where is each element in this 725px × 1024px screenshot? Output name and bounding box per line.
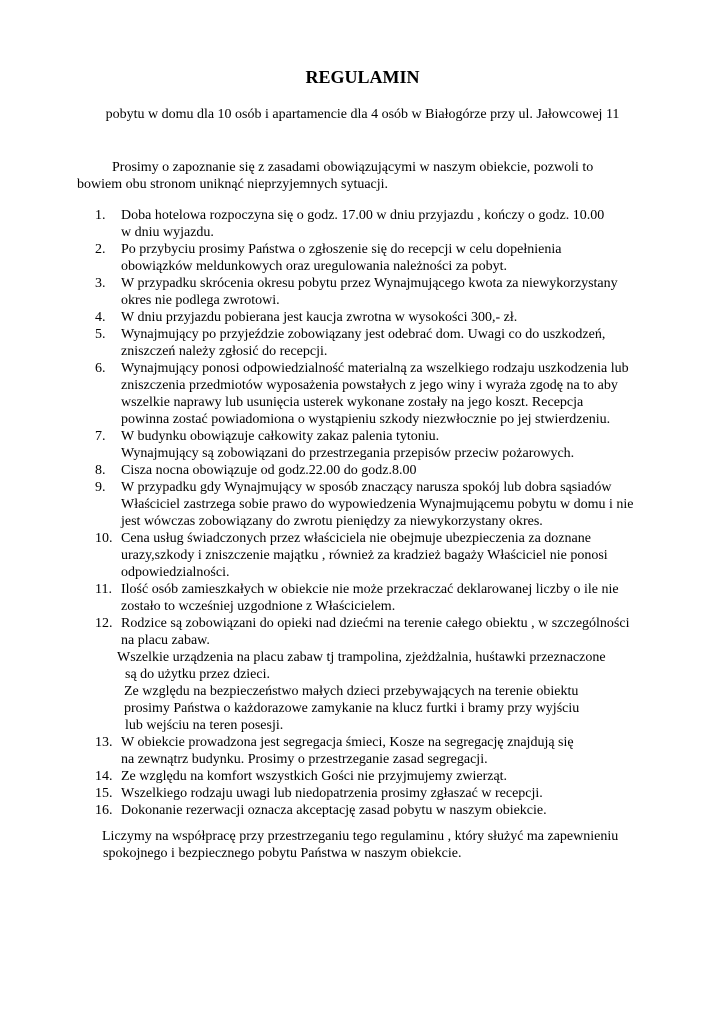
rule-text-line: Wynajmujący po przyjeździe zobowiązany jest odebrać dom. Uwagi co do uszkodzeń, [121, 327, 606, 342]
rule-number: 9. [95, 480, 106, 495]
rule-text-line: Cisza nocna obowiązuje od godz.22.00 do godz.8.00 [121, 463, 417, 478]
rule-text-line: w dniu wyjazdu. [121, 225, 214, 240]
rule-text-line: prosimy Państwa o każdorazowe zamykanie na klucz furtki i bramy przy wyjściu [124, 701, 580, 716]
rule-number: 6. [95, 361, 106, 376]
closing-line: Liczymy na współpracę przy przestrzeganiu tego regulaminu , który służyć ma zapewnieniu [102, 829, 619, 844]
rule-number: 10. [95, 531, 113, 546]
rule-text-line: W przypadku gdy Wynajmujący w sposób znaczący narusza spokój lub dobra sąsiadów [121, 480, 612, 495]
rule-text-line: Wszelkie urządzenia na placu zabaw tj trampolina, zjeżdżalnia, huśtawki przeznaczone [117, 650, 606, 665]
rule-text-line: Cena usług świadczonych przez właściciela nie obejmuje ubezpieczenia za doznane [121, 531, 591, 546]
rule-text-line: lub wejściu na teren posesji. [125, 718, 284, 733]
rule-number: 4. [95, 310, 106, 325]
closing-paragraph [102, 828, 702, 862]
rule-number: 14. [95, 769, 113, 784]
rule-item [0, 309, 725, 326]
rule-item [0, 785, 725, 802]
rule-text-line: Ze względu na komfort wszystkich Gości nie przyjmujemy zwierząt. [121, 769, 508, 784]
document-title: REGULAMIN [305, 67, 420, 87]
rule-text-line: Ilość osób zamieszkałych w obiekcie nie może przekraczać deklarowanej liczby o ile nie [121, 582, 619, 597]
rule-text-line: jest wówczas zobowiązany do zwrotu pieniędzy za niewykorzystany okres. [121, 514, 543, 529]
rule-item [0, 462, 725, 479]
rule-text-line: powinna zostać powiadomiona o wystąpieniu szkody niezwłocznie po jej stwierdzeniu. [121, 412, 611, 427]
intro-line: bowiem obu stronom uniknąć nieprzyjemnych sytuacji. [77, 177, 389, 192]
rule-text-line: na placu zabaw. [121, 633, 210, 648]
rule-text-line: zniszczenia przedmiotów wyposażenia powstałych z jego winy i wyraża zgodę na to aby [121, 378, 618, 393]
rule-item [0, 802, 725, 819]
rule-text-line: zniszczeń należy zgłosić do recepcji. [121, 344, 328, 359]
intro-paragraph [77, 159, 677, 193]
rule-text-line: W budynku obowiązuje całkowity zakaz palenia tytoniu. [121, 429, 440, 444]
rule-item [0, 275, 725, 309]
rule-text-line: Ze względu na bezpieczeństwo małych dzieci przebywających na terenie obiektu [124, 684, 579, 699]
rule-text-line: W dniu przyjazdu pobierana jest kaucja zwrotna w wysokości 300,- zł. [121, 310, 518, 325]
rule-text-line: Właściciel zastrzega sobie prawo do wypowiedzenia Wynajmującemu pobytu w domu i nie [121, 497, 634, 512]
rule-item [0, 615, 725, 734]
rule-number: 2. [95, 242, 106, 257]
rule-item [0, 581, 725, 615]
rule-item [0, 326, 725, 360]
rule-number: 3. [95, 276, 106, 291]
rule-text-line: Rodzice są zobowiązani do opieki nad dziećmi na terenie całego obiektu , w szczególności [121, 616, 630, 631]
rule-number: 13. [95, 735, 113, 750]
rule-text-line: W obiekcie prowadzona jest segregacja śmieci, Kosze na segregację znajdują się [121, 735, 574, 750]
rule-text-line: obowiązków meldunkowych oraz uregulowania należności za pobyt. [121, 259, 508, 274]
rule-text-line: wszelkie naprawy lub usunięcia usterek wykonane zostały na jego koszt. Recepcja [121, 395, 584, 410]
rule-text-line: Wszelkiego rodzaju uwagi lub niedopatrzenia prosimy zgłaszać w recepcji. [121, 786, 543, 801]
closing-line: spokojnego i bezpiecznego pobytu Państwa w naszym obiekcie. [103, 846, 462, 861]
rules-list [0, 207, 725, 819]
rule-item [0, 360, 725, 428]
rule-item [0, 241, 725, 275]
rule-text-line: Wynajmujący są zobowiązani do przestrzegania przepisów przeciw pożarowych. [121, 446, 575, 461]
rule-text-line: okres nie podlega zwrotowi. [121, 293, 280, 308]
rule-item [0, 768, 725, 785]
intro-line: Prosimy o zapoznanie się z zasadami obowiązującymi w naszym obiekcie, pozwoli to [112, 160, 594, 175]
rule-text-line: odpowiedzialności. [121, 565, 230, 580]
rule-number: 5. [95, 327, 106, 342]
rule-item [0, 734, 725, 768]
rule-text-line: na zewnątrz budynku. Prosimy o przestrzeganie zasad segregacji. [121, 752, 488, 767]
rule-number: 16. [95, 803, 113, 818]
rule-number: 1. [95, 208, 106, 223]
rule-item [0, 428, 725, 462]
rule-text-line: Dokonanie rezerwacji oznacza akceptację zasad pobytu w naszym obiekcie. [121, 803, 547, 818]
rule-text-line: zostało to wcześniej uzgodnione z Właścicielem. [121, 599, 396, 614]
rule-text-line: W przypadku skrócenia okresu pobytu przez Wynajmującego kwota za niewykorzystany [121, 276, 618, 291]
rule-text-line: Po przybyciu prosimy Państwa o zgłoszenie się do recepcji w celu dopełnienia [121, 242, 562, 257]
rule-text-line: są do użytku przez dzieci. [125, 667, 270, 682]
rule-number: 11. [95, 582, 112, 597]
document-subtitle: pobytu w domu dla 10 osób i apartamencie dla 4 osób w Białogórze przy ul. Jałowcowej 11 [105, 107, 620, 122]
rule-item [0, 207, 725, 241]
rule-number: 15. [95, 786, 113, 801]
rule-number: 8. [95, 463, 106, 478]
rule-text-line: urazy,szkody i zniszczenie majątku , również za kradzież bagaży Właściciel nie ponosi [121, 548, 608, 563]
rule-number: 12. [95, 616, 113, 631]
rule-item [0, 530, 725, 581]
rule-number: 7. [95, 429, 106, 444]
rule-text-line: Wynajmujący ponosi odpowiedzialność materialną za wszelkiego rodzaju uszkodzenia lub [121, 361, 629, 376]
rule-text-line: Doba hotelowa rozpoczyna się o godz. 17.00 w dniu przyjazdu , kończy o godz. 10.00 [121, 208, 605, 223]
rule-item [0, 479, 725, 530]
